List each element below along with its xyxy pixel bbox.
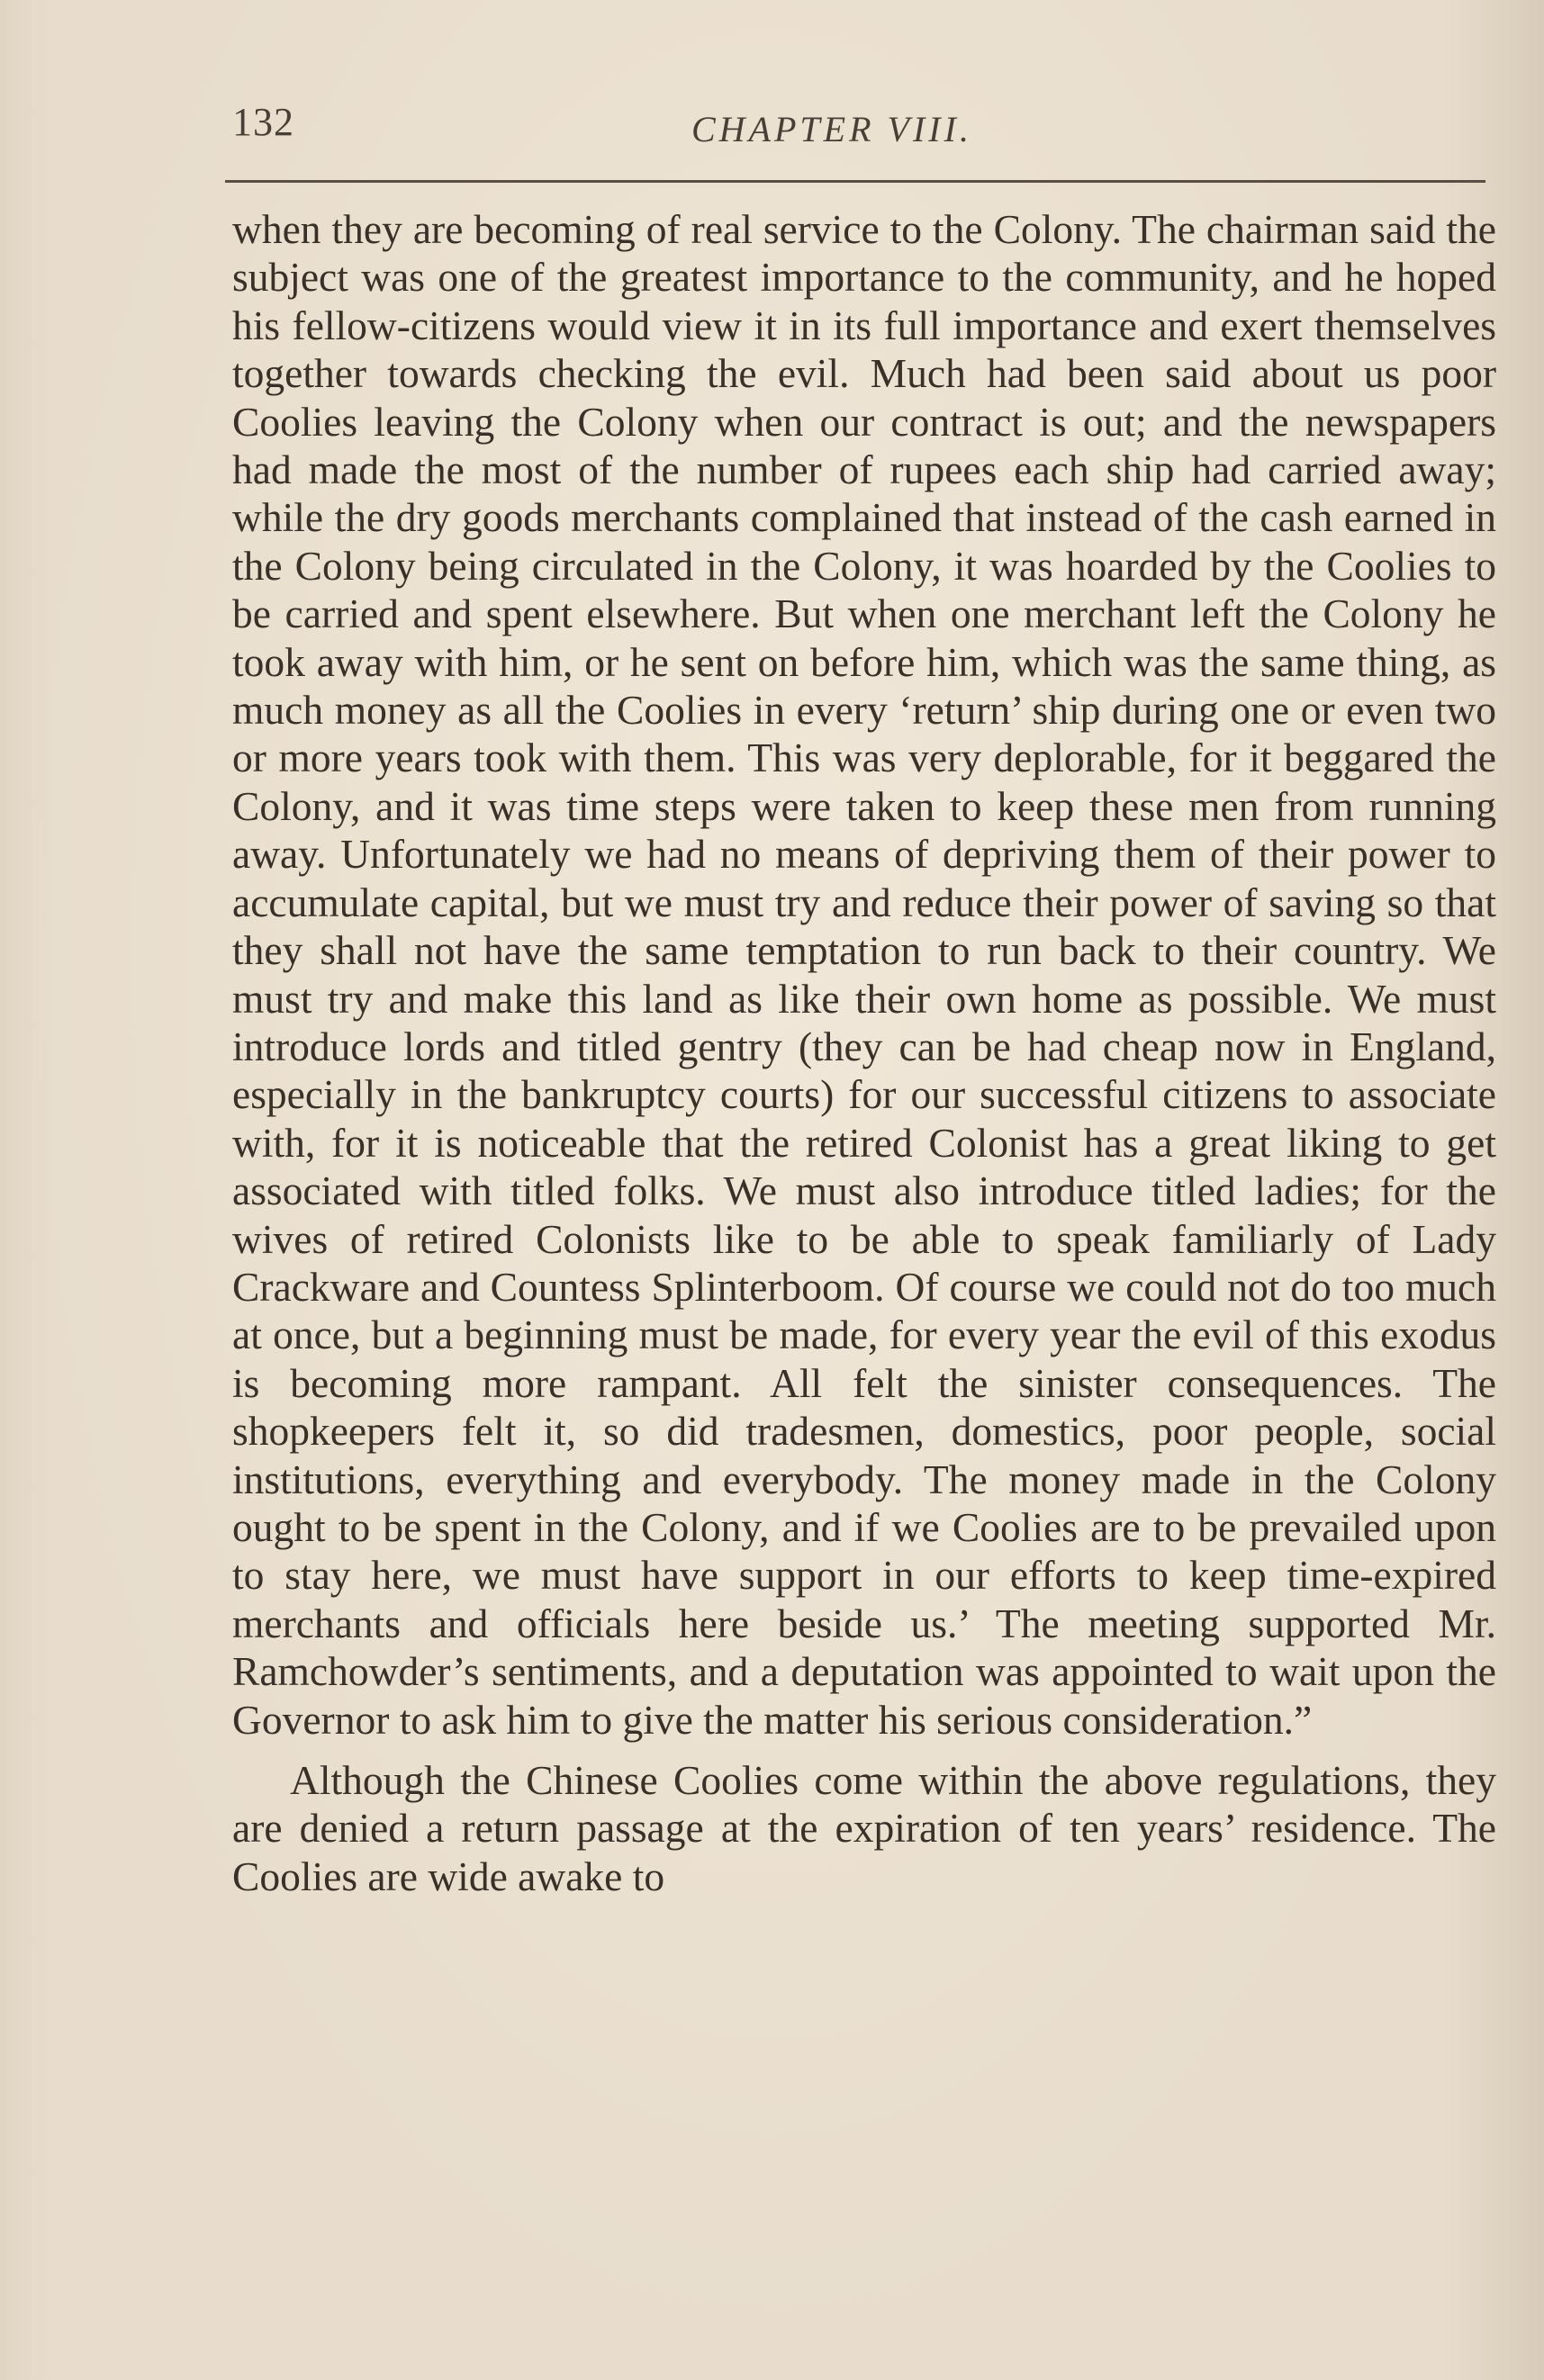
page-header (232, 99, 1493, 162)
paragraph-1: when they are becoming of real service to the Colony. The chairman said the subject was one of the greatest importance to the community, and he hoped his fellow-citizens would view it in its full importance and exert themselves together towards checking the evil. Much had been said about us poor Coolies leaving the Colony when our contract is out; and the newspapers had made the most of the number of rupees each ship had carried away; while the dry goods merchants complained that instead of the cash earned in the Colony being circulated in the Colony, it was hoarded by the Coolies to be carried and spent elsewhere. But when one merchant left the Colony he took away with him, or he sent on before him, which was the same thing, as much money as all the Coolies in every ‘return’ ship during one or even two or more years took with them. This was very deplorable, for it beggared the Colony, and it was time steps were taken to keep these men from running away. Unfortunately we had no means of depriving them of their power to accumulate capital, but we must try and reduce their power of saving so that they shall not have the same temptation to run back to their country. We must try and make this land as like their own home as possible. We must introduce lords and titled gentry (they can be had cheap now in England, especially in the bankruptcy courts) for our successful citizens to associate with, for it is noticeable that the retired Colonist has a great liking to get associated with titled folks. We must also introduce titled ladies; for the wives of retired Colonists like to be able to speak familiarly of Lady Crackware and Countess Splinterboom. Of course we could not do too much at once, but a beginning must be made, for every year the evil of this exodus is becoming more rampant. All felt the sinister consequences. The shopkeepers felt it, so did tradesmen, domestics, poor people, social institutions, everything and everybody. The money made in the Colony ought to be spent in the Colony, and if we Coolies are to be prevailed upon to stay here, we must have support in our efforts to keep time-expired merchants and officials here beside us.’ The meeting supported Mr. Ramchowder’s sentiments, and a deputation was appointed to wait upon the Governor to ask him to give the matter his serious consideration.” (232, 206, 1496, 1743)
page-number: 132 (232, 100, 294, 144)
running-head: CHAPTER VIII. (691, 109, 972, 149)
paragraph-2: Although the Chinese Coolies come within the above regulations, they are denied a return passage at the expiration of ten years’ residence. The Coolies are wide awake to (232, 1757, 1496, 1899)
body-text (232, 205, 1496, 1900)
header-rule (225, 180, 1485, 183)
